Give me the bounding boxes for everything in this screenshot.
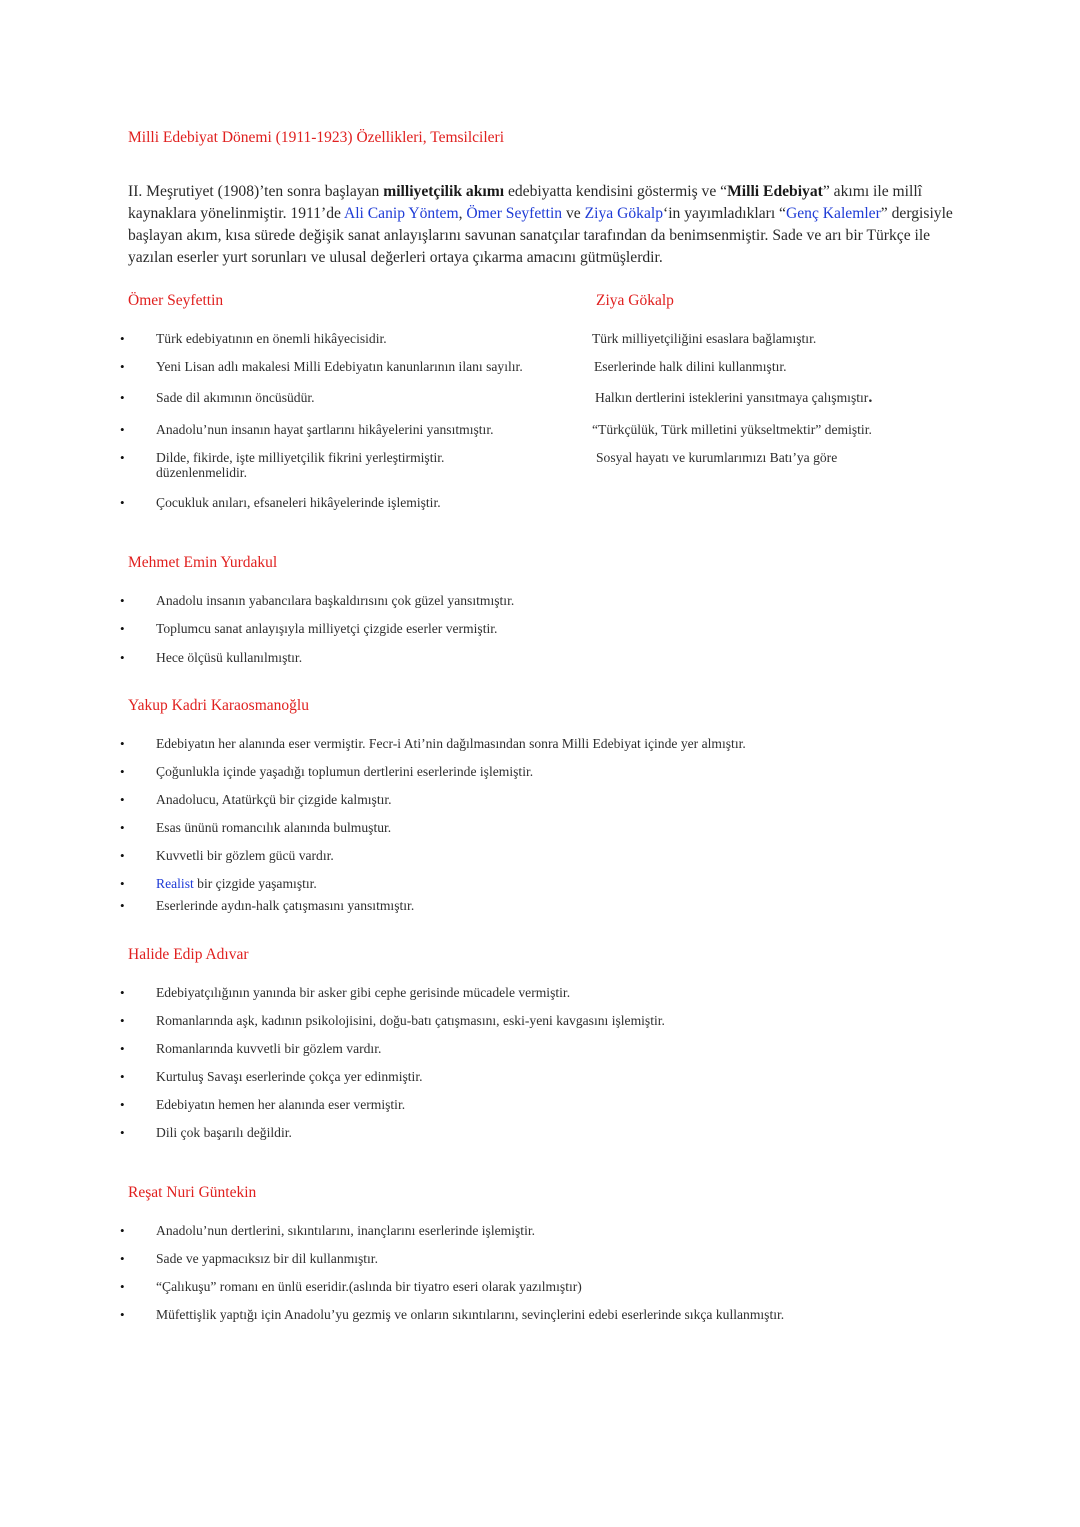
list-item	[120, 621, 880, 636]
section-heading-omer-seyfettin: Ömer Seyfettin	[128, 292, 224, 309]
intro-text: edebiyatta kendisini göstermiş ve “	[504, 183, 728, 200]
list-item	[120, 650, 880, 665]
list-item	[120, 1125, 880, 1140]
list-item	[120, 820, 880, 835]
list-item	[120, 764, 880, 779]
intro-text: II. Meşrutiyet (1908)’ten sonra başlayan	[128, 183, 384, 200]
bullet-icon: •	[120, 422, 125, 437]
ziya-item: Türk milliyetçiliğini esaslara bağlamıştır.	[592, 331, 817, 346]
intro-paragraph	[128, 181, 958, 269]
ziya-item	[595, 390, 872, 405]
bullet-icon: •	[120, 1013, 125, 1028]
list-item-text: Toplumcu sanat anlayışıyla milliyetçi çizgide eserler vermiştir.	[156, 621, 498, 636]
link-omer-seyfettin[interactable]: Ömer Seyfettin	[466, 205, 563, 222]
list-item	[120, 1041, 880, 1056]
bullet-icon: •	[120, 1279, 125, 1294]
list-item-text: Sade dil akımının öncüsüdür.	[156, 390, 315, 405]
link-genc-kalemler[interactable]: Genç Kalemler	[785, 205, 881, 222]
list-item	[120, 985, 880, 1000]
list-item-text: Çocukluk anıları, efsaneleri hikâyelerinde işlemiştir.	[156, 495, 441, 510]
bullet-icon: •	[120, 736, 125, 751]
bullet-icon: •	[120, 985, 125, 1000]
list-item	[120, 736, 880, 751]
list-item	[120, 1223, 880, 1238]
list-item-text: Romanlarında kuvvetli bir gözlem vardır.	[156, 1041, 382, 1056]
list-item-text: Yeni Lisan adlı makalesi Milli Edebiyatın kanunlarının ilanı sayılır.	[156, 359, 523, 374]
list-item-text: Kurtuluş Savaşı eserlerinde çokça yer edinmiştir.	[156, 1069, 423, 1084]
list-item-text: Çoğunlukla içinde yaşadığı toplumun dertlerini eserlerinde işlemiştir.	[156, 764, 534, 779]
section-heading-resat-nuri: Reşat Nuri Güntekin	[128, 1184, 257, 1201]
bullet-icon: •	[120, 1097, 125, 1112]
bullet-icon: •	[120, 1251, 125, 1266]
intro-text: ve	[562, 205, 585, 222]
list-item-text: Anadolu’nun dertlerini, sıkıntılarını, inançlarını eserlerinde işlemiştir.	[156, 1223, 536, 1238]
ziya-item: Eserlerinde halk dilini kullanmıştır.	[594, 359, 787, 374]
link-ali-canip-yontem[interactable]: Ali Canip Yöntem	[343, 205, 459, 222]
bullet-icon: •	[120, 1041, 125, 1056]
list-item-continuation: düzenlenmelidir.	[156, 465, 247, 480]
list-item-text: Anadolu insanın yabancılara başkaldırısını çok güzel yansıtmıştır.	[156, 593, 515, 608]
list-item-text: Romanlarında aşk, kadının psikolojisini, doğu-batı çatışmasını, eski-yeni kavgasını işlemiştir.	[156, 1013, 665, 1028]
intro-bold-milliyetcilik: milliyetçilik akımı	[383, 183, 505, 200]
bullet-icon: •	[120, 1223, 125, 1238]
intro-bold-milli-edebiyat: Milli Edebiyat	[727, 183, 823, 200]
ziya-item-period: .	[868, 389, 873, 406]
bullet-icon: •	[120, 898, 125, 913]
intro-text: ,	[458, 205, 467, 222]
list-item-text: Müfettişlik yaptığı için Anadolu’yu gezmiş ve onların sıkıntılarını, sevinçlerini edebi eserlerinde sıkça kullanmıştır.	[156, 1307, 785, 1322]
section-heading-ziya-gokalp: Ziya Gökalp	[596, 292, 674, 309]
list-item	[120, 1251, 880, 1266]
link-ziya-gokalp[interactable]: Ziya Gökalp	[584, 205, 663, 222]
list-item-text: Esas ününü romancılık alanında bulmuştur.	[156, 820, 392, 835]
list-item	[120, 848, 880, 863]
list-item-text: Anadolu’nun insanın hayat şartlarını hikâyelerini yansıtmıştır.	[156, 422, 494, 437]
list-item-text: bir çizgide yaşamıştır.	[193, 876, 317, 891]
bullet-icon: •	[120, 1069, 125, 1084]
list-item-text: “Çalıkuşu” romanı en ünlü eseridir.(aslında bir tiyatro eseri olarak yazılmıştır)	[156, 1279, 582, 1294]
list-item	[120, 1097, 880, 1112]
list-item	[120, 1307, 900, 1322]
bullet-icon: •	[120, 650, 125, 665]
intro-text: ‘in yayımladıkları “	[663, 205, 786, 222]
list-item-text: Hece ölçüsü kullanılmıştır.	[156, 650, 303, 665]
list-item-text: Sade ve yapmacıksız bir dil kullanmıştır.	[156, 1251, 378, 1266]
bullet-icon: •	[120, 359, 125, 374]
list-item	[120, 495, 880, 510]
list-item-text: Türk edebiyatının en önemli hikâyecisidir.	[156, 331, 387, 346]
bullet-icon: •	[120, 593, 125, 608]
list-item	[120, 792, 880, 807]
bullet-icon: •	[120, 621, 125, 636]
list-item	[120, 593, 880, 608]
list-item	[120, 1069, 880, 1084]
section-heading-halide-edip: Halide Edip Adıvar	[128, 946, 249, 963]
list-item-text: Anadolucu, Atatürkçü bir çizgide kalmıştır.	[156, 792, 392, 807]
intro-text: ” akımı ile millî kaynaklara yönelinmiştir. 1911’de	[128, 183, 923, 222]
list-item-text: Edebiyatçılığının yanında bir asker gibi cephe gerisinde mücadele vermiştir.	[156, 985, 571, 1000]
page-title: Milli Edebiyat Dönemi (1911-1923) Özellikleri, Temsilcileri	[128, 129, 504, 146]
list-item	[120, 1013, 880, 1028]
ziya-item-text: Halkın dertlerini isteklerini yansıtmaya çalışmıştır	[595, 390, 869, 405]
bullet-icon: •	[120, 331, 125, 346]
list-item-text: Eserlerinde aydın-halk çatışmasını yansıtmıştır.	[156, 898, 415, 913]
list-item-text: Dilde, fikirde, işte milliyetçilik fikrini yerleştirmiştir.	[156, 450, 445, 465]
list-item	[120, 898, 880, 913]
list-item-text: Edebiyatın hemen her alanında eser vermiştir.	[156, 1097, 406, 1112]
bullet-icon: •	[120, 390, 125, 405]
section-heading-mehmet-emin: Mehmet Emin Yurdakul	[128, 554, 278, 571]
bullet-icon: •	[120, 820, 125, 835]
bullet-icon: •	[120, 876, 125, 891]
bullet-icon: •	[120, 848, 125, 863]
list-item	[120, 1279, 880, 1294]
list-item-text: Edebiyatın her alanında eser vermiştir. Fecr-i Ati’nin dağılmasından sonra Milli Edebiyat içinde yer almıştır.	[156, 736, 746, 751]
list-item-text: Kuvvetli bir gözlem gücü vardır.	[156, 848, 334, 863]
ziya-item: Sosyal hayatı ve kurumlarımızı Batı’ya göre	[596, 450, 838, 465]
bullet-icon: •	[120, 1125, 125, 1140]
ziya-item: “Türkçülük, Türk milletini yükseltmektir” demiştir.	[592, 422, 872, 437]
bullet-icon: •	[120, 1307, 125, 1322]
intro-text: ” dergisiyle başlayan akım, kısa sürede değişik sanat anlayışlarını savunan sanatçılar tarafından da benimsenmiştir. Sade ve arı bir Türkçe ile yazılan eserler yurt sorunları ve ulusal değerleri ortaya çıkarma amacını gütmüşlerdir.	[128, 205, 953, 266]
bullet-icon: •	[120, 450, 125, 465]
list-item-text: Dili çok başarılı değildir.	[156, 1125, 292, 1140]
bullet-icon: •	[120, 764, 125, 779]
section-heading-yakup-kadri: Yakup Kadri Karaosmanoğlu	[128, 697, 309, 714]
bullet-icon: •	[120, 495, 125, 510]
bullet-icon: •	[120, 792, 125, 807]
list-item	[120, 876, 880, 891]
link-realist[interactable]: Realist	[156, 876, 194, 891]
